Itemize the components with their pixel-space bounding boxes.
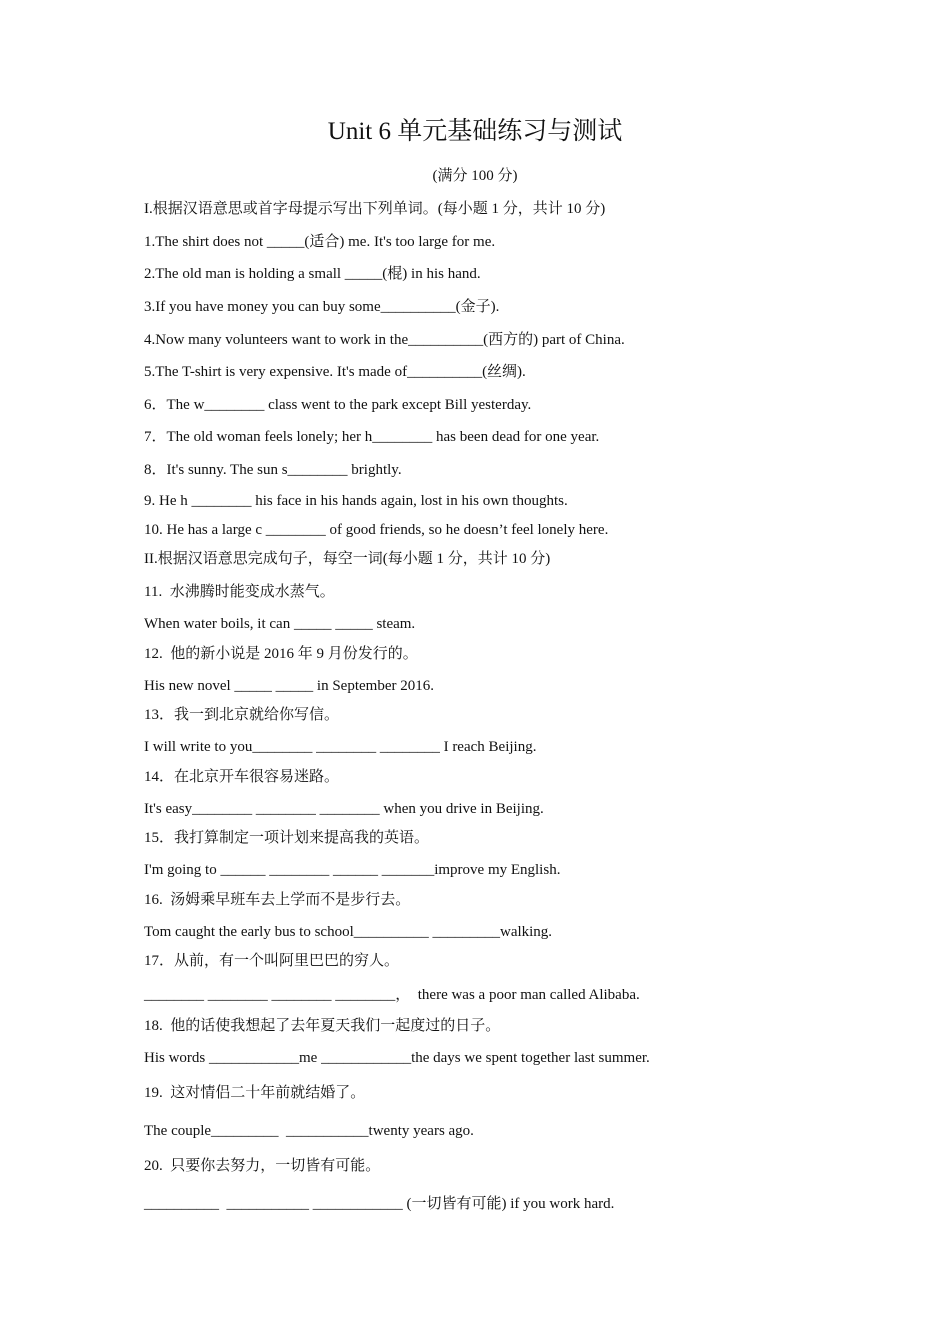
question-10: 10. He has a large c ________ of good friends, so he doesn’t feel lonely here. (144, 522, 609, 538)
question-1: 1.The shirt does not _____(适合) me. It's too large for me. (144, 234, 496, 250)
section-1-heading: I.根据汉语意思或首字母提示写出下列单词。(每小题 1 分，共计 10 分) (144, 201, 606, 217)
page-title: Unit 6 单元基础练习与测试 (327, 118, 623, 145)
question-13-chinese: 13．我一到北京就给你写信。 (144, 707, 340, 723)
question-17-chinese: 17．从前，有一个叫阿里巴巴的穷人。 (144, 953, 400, 969)
question-11-chinese: 11. 水沸腾时能变成水蒸气。 (144, 584, 335, 600)
question-3: 3.If you have money you can buy some__________(金子). (144, 299, 500, 315)
question-7: 7．The old woman feels lonely; her h________ has been dead for one year. (144, 429, 600, 445)
question-12-english: His new novel _____ _____ in September 2016. (144, 678, 434, 694)
question-4: 4.Now many volunteers want to work in the__________(西方的) part of China. (144, 332, 625, 348)
question-12-chinese: 12. 他的新小说是 2016 年 9 月份发行的。 (144, 646, 418, 662)
question-20-chinese: 20. 只要你去努力，一切皆有可能。 (144, 1158, 381, 1174)
question-18-english: His words ____________me ____________the days we spent together last summer. (144, 1050, 650, 1066)
question-8: 8．It's sunny. The sun s________ brightly. (144, 462, 402, 478)
question-16-english: Tom caught the early bus to school__________ _________walking. (144, 924, 553, 940)
question-15-chinese: 15．我打算制定一项计划来提高我的英语。 (144, 830, 430, 846)
question-18-chinese: 18. 他的话使我想起了去年夏天我们一起度过的日子。 (144, 1018, 501, 1034)
question-9: 9. He h ________ his face in his hands again, lost in his own thoughts. (144, 493, 568, 509)
question-19-chinese: 19. 这对情侣二十年前就结婚了。 (144, 1085, 366, 1101)
question-6: 6．The w________ class went to the park except Bill yesterday. (144, 397, 532, 413)
section-2-heading: II.根据汉语意思完成句子，每空一词(每小题 1 分，共计 10 分) (144, 551, 551, 567)
question-17-english: ________ ________ ________ ________， there was a poor man called Alibaba. (144, 987, 640, 1003)
question-20-english: __________ ___________ ____________ (一切皆有可能) if you work hard. (144, 1196, 615, 1212)
score-note: (满分 100 分) (432, 168, 518, 184)
question-19-english: The couple_________ ___________twenty years ago. (144, 1123, 474, 1139)
question-5: 5.The T-shirt is very expensive. It's made of__________(丝绸). (144, 364, 526, 380)
question-16-chinese: 16. 汤姆乘早班车去上学而不是步行去。 (144, 892, 411, 908)
question-15-english: I'm going to ______ ________ ______ _______improve my English. (144, 862, 561, 878)
question-11-english: When water boils, it can _____ _____ steam. (144, 616, 416, 632)
question-13-english: I will write to you________ ________ ________ I reach Beijing. (144, 739, 537, 755)
question-14-chinese: 14．在北京开车很容易迷路。 (144, 769, 340, 785)
question-14-english: It's easy________ ________ ________ when you drive in Beijing. (144, 801, 544, 817)
question-2: 2.The old man is holding a small _____(棍) in his hand. (144, 266, 481, 282)
